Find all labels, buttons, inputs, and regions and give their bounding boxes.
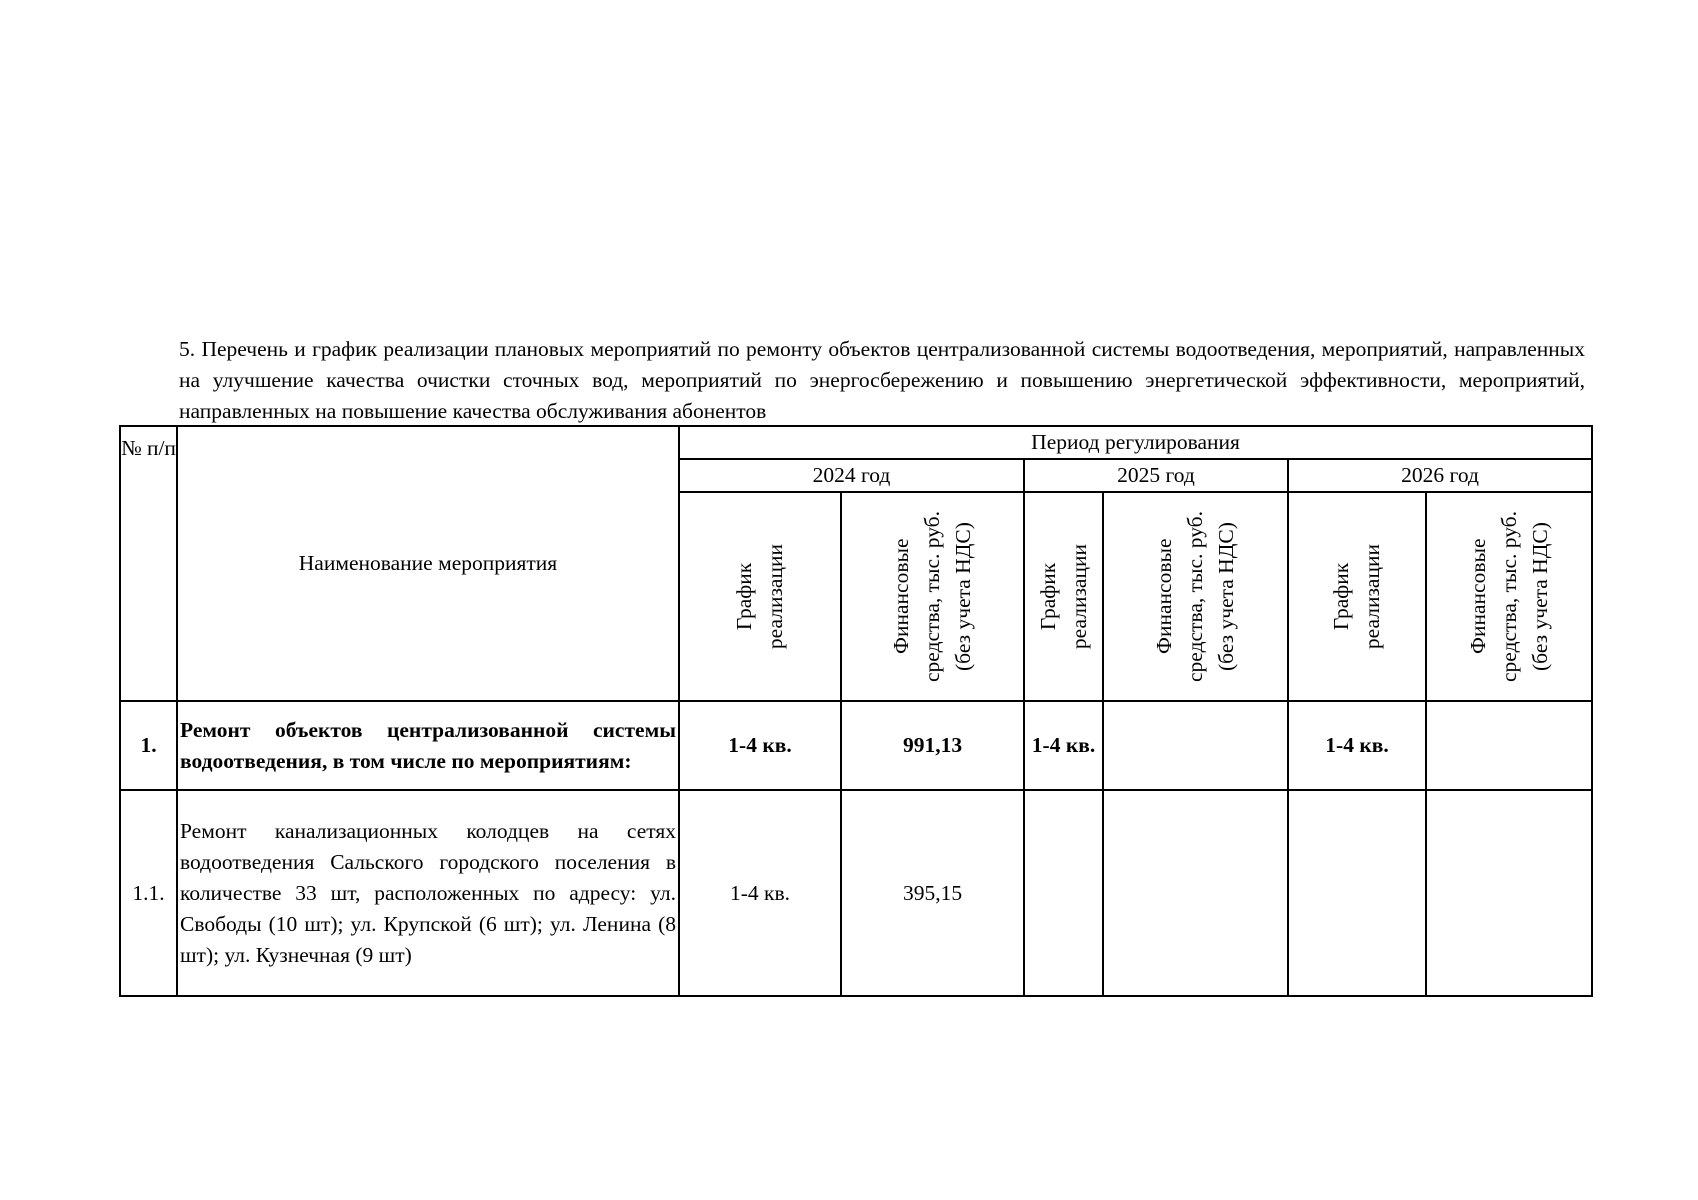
header-schedule-2024: График реализации xyxy=(679,492,841,701)
section-heading: 5. Перечень и график реализации плановых мероприятий по ремонту объектов централизованной системы водоотведения, мероприятий, направленных на улучшение качества очистки сточных вод, мероприятий по энергосбережению и повышению энергетической эффективности, мероприятий, направленных на повышение качества обслуживания абонентов xyxy=(179,337,1585,423)
header-finance-2026: Финансовые средства, тыс. руб. (без учета НДС) xyxy=(1426,492,1592,701)
cell-finance-2026 xyxy=(1426,790,1592,996)
cell-finance-2024: 991,13 xyxy=(841,701,1024,790)
header-finance-2025: Финансовые средства, тыс. руб. (без учета НДС) xyxy=(1103,492,1288,701)
cell-schedule-2026: 1-4 кв. xyxy=(1288,701,1426,790)
cell-schedule-2025: 1-4 кв. xyxy=(1024,701,1103,790)
cell-schedule-2025 xyxy=(1024,790,1103,996)
header-schedule-2025: График реализации xyxy=(1024,492,1103,701)
table-row xyxy=(120,701,1592,790)
header-year-2025: 2025 год xyxy=(1024,459,1288,492)
cell-schedule-2024: 1-4 кв. xyxy=(679,701,841,790)
header-regulation-period: Период регулирования xyxy=(679,426,1592,459)
row-number: 1.1. xyxy=(120,790,177,996)
cell-finance-2025 xyxy=(1103,701,1288,790)
header-schedule-2026: График реализации xyxy=(1288,492,1426,701)
header-finance-2024: Финансовые средства, тыс. руб. (без учета НДС) xyxy=(841,492,1024,701)
activities-table xyxy=(119,425,1593,997)
row-activity-name: Ремонт объектов централизованной системы водоотведения, в том числе по мероприятиям: xyxy=(177,701,679,790)
cell-finance-2024: 395,15 xyxy=(841,790,1024,996)
cell-finance-2026 xyxy=(1426,701,1592,790)
cell-schedule-2024: 1-4 кв. xyxy=(679,790,841,996)
row-number: 1. xyxy=(120,701,177,790)
header-activity-name: Наименование мероприятия xyxy=(177,426,679,701)
cell-finance-2025 xyxy=(1103,790,1288,996)
row-activity-name: Ремонт канализационных колодцев на сетях водоотведения Сальского городского поселения в количестве 33 шт, расположенных по адресу: ул. Свободы (10 шт); ул. Крупской (6 шт); ул. Ленина (8 шт); ул. Кузнечная (9 шт) xyxy=(177,790,679,996)
header-year-2026: 2026 год xyxy=(1288,459,1592,492)
cell-schedule-2026 xyxy=(1288,790,1426,996)
table-row xyxy=(120,790,1592,996)
header-number: № п/п xyxy=(120,426,177,701)
header-year-2024: 2024 год xyxy=(679,459,1024,492)
